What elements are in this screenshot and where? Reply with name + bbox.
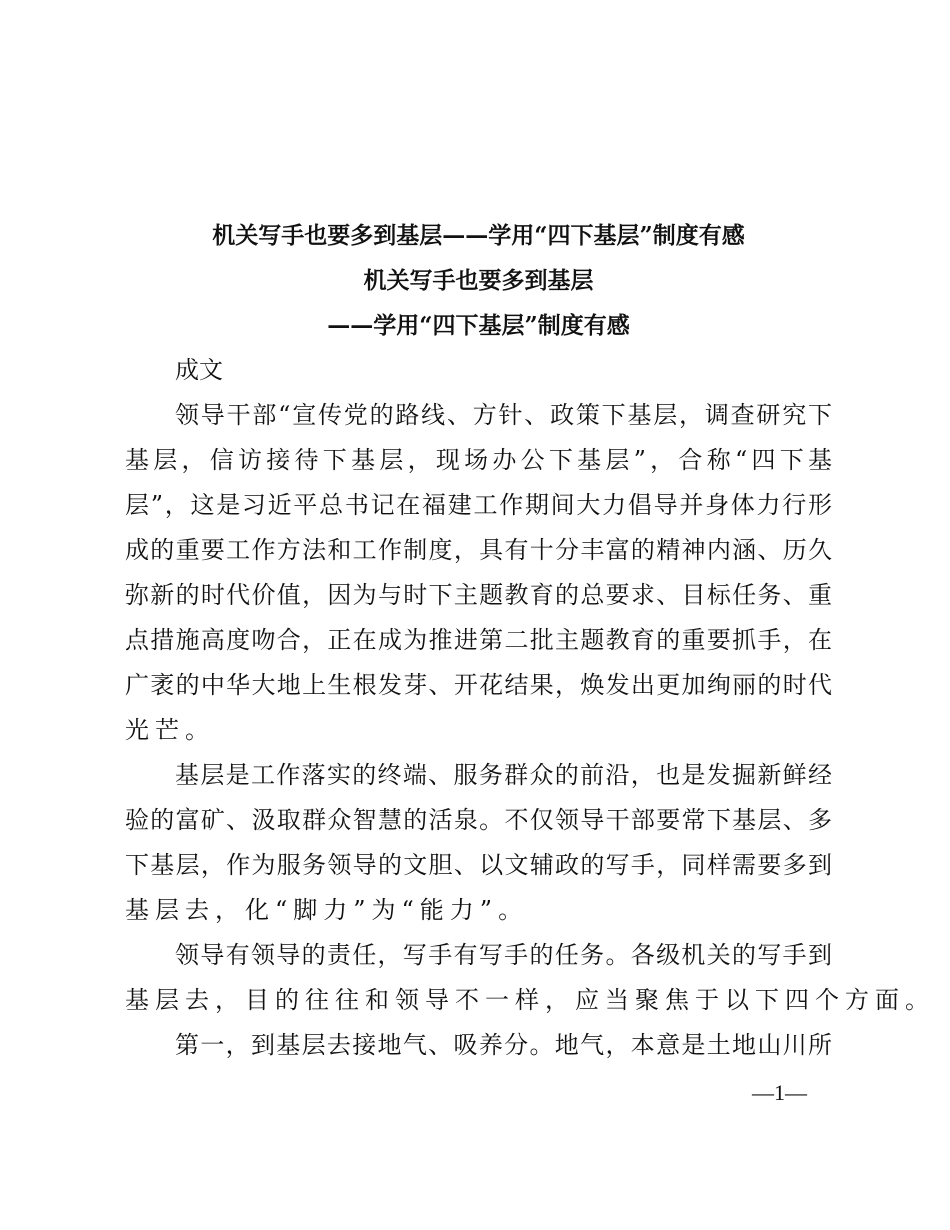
paragraph-line: 验的富矿、汲取群众智慧的活泉。不仅领导干部要常下基层、多 bbox=[125, 806, 832, 834]
paragraph-line: 领导有领导的责任，写手有写手的任务。各级机关的写手到 bbox=[175, 941, 832, 969]
main-title: 机关写手也要多到基层 bbox=[363, 267, 594, 294]
paragraph bbox=[125, 753, 832, 933]
document-page bbox=[125, 213, 935, 1068]
paragraph-line: 基层去，目的往往和领导不一样，应当聚焦于以下四个方面。 bbox=[125, 986, 935, 1014]
paragraph-line: 弥新的时代价值，因为与时下主题教育的总要求、目标任务、重 bbox=[125, 581, 832, 609]
body-text bbox=[125, 393, 935, 1068]
paragraph-line: 领导干部“宣传党的路线、方针、政策下基层，调查研究下 bbox=[175, 401, 832, 429]
document-title: 机关写手也要多到基层——学用“四下基层”制度有感 bbox=[212, 222, 745, 249]
page-number: —1— bbox=[752, 1080, 807, 1105]
paragraph-line: 基层，信访接待下基层，现场办公下基层”，合称“四下基 bbox=[125, 446, 832, 474]
paragraph-line: 基层是工作落实的终端、服务群众的前沿，也是发掘新鲜经 bbox=[175, 761, 832, 789]
paragraph bbox=[125, 393, 832, 753]
paragraph-line: 第一，到基层去接地气、吸养分。地气，本意是土地山川所 bbox=[175, 1031, 832, 1059]
paragraph bbox=[125, 933, 935, 1023]
paragraph-line: 点措施高度吻合，正在成为推进第二批主题教育的重要抓手，在 bbox=[125, 626, 832, 654]
paragraph-line: 光芒。 bbox=[125, 716, 215, 744]
subtitle: ——学用“四下基层”制度有感 bbox=[327, 312, 630, 339]
paragraph-line: 基层去，化“脚力”为“能力”。 bbox=[125, 896, 529, 924]
author: 成文 bbox=[175, 356, 223, 384]
paragraph-line: 成的重要工作方法和工作制度，具有十分丰富的精神内涵、历久 bbox=[125, 536, 832, 564]
paragraph-line: 下基层，作为服务领导的文胆、以文辅政的写手，同样需要多到 bbox=[125, 851, 832, 879]
paragraph bbox=[125, 1023, 832, 1068]
paragraph-line: 层”，这是习近平总书记在福建工作期间大力倡导并身体力行形 bbox=[125, 491, 832, 519]
paragraph-line: 广袤的中华大地上生根发芽、开花结果，焕发出更加绚丽的时代 bbox=[125, 671, 832, 699]
